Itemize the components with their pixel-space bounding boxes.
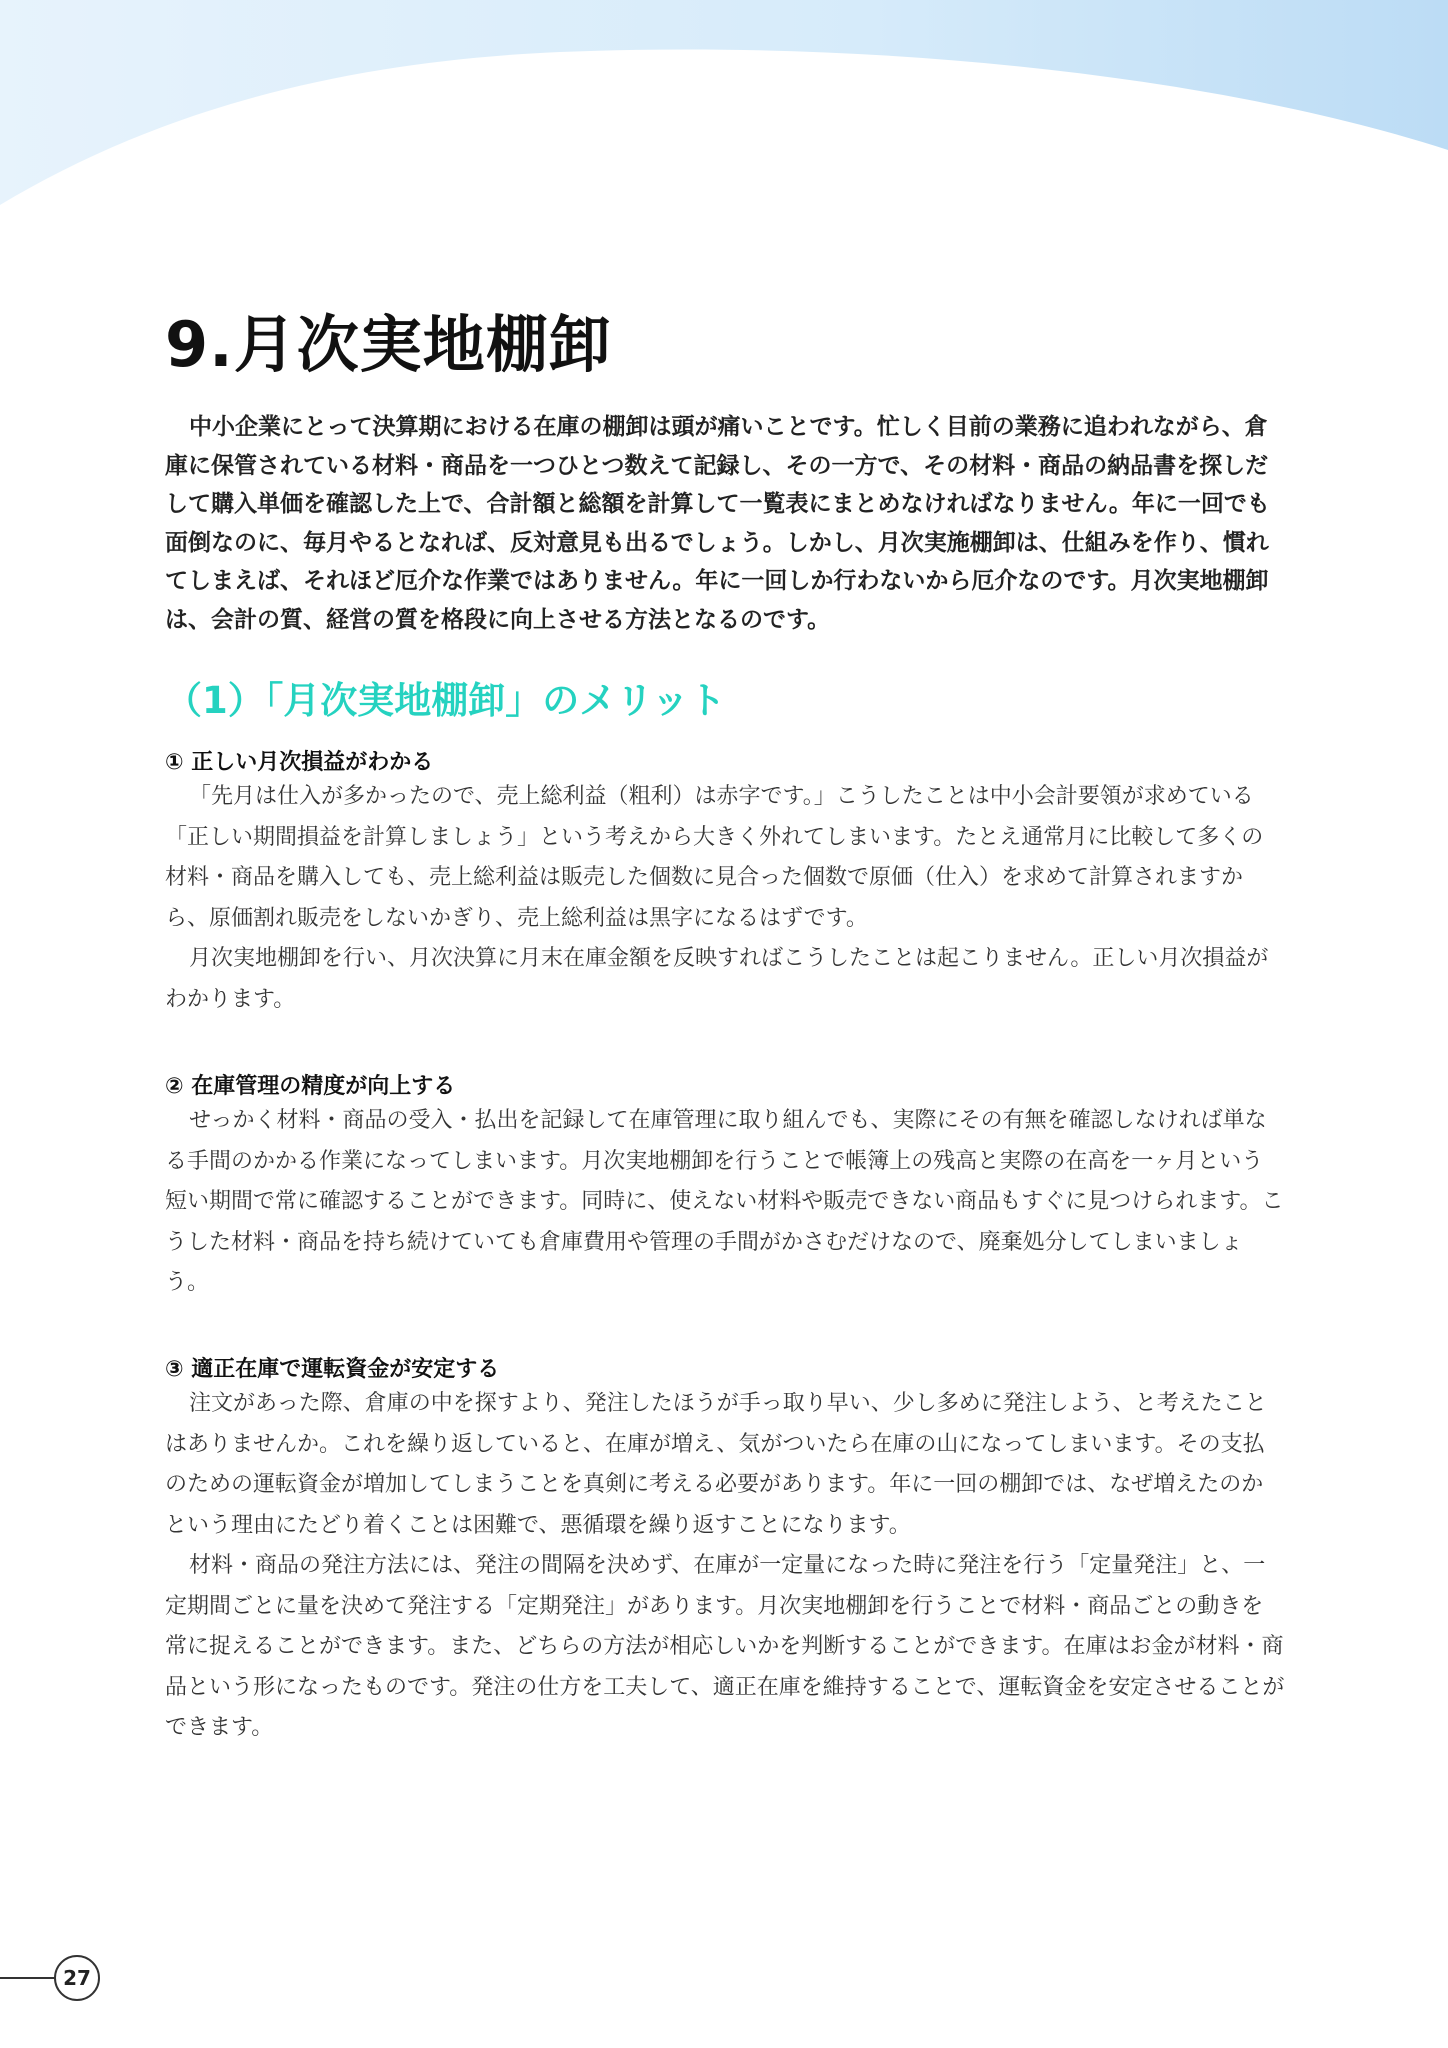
merit-heading-1: ① 正しい月次損益がわかる: [165, 750, 434, 775]
merit-1-paragraph-1: 「先月は仕入が多かったので、売上総利益（粗利）は赤字です。」こうしたことは中小会計要領が求めている「正しい期間損益を計算しましょう」という考えから大きく外れてしまいます。たとえ通常月に比較して多くの材料・商品を購入しても、売上総利益は販売した個数に見合った個数で原価（仕入）を求めて計算されますから、原価割れ販売をしないかぎり、売上総利益は黒字になるはずです。: [165, 784, 1264, 931]
merit-3-paragraph-1: 注文があった際、倉庫の中を探すより、発注したほうが手っ取り早い、少し多めに発注しよう、と考えたことはありませんか。これを繰り返していると、在庫が増え、気がついたら在庫の山になってしまいます。その支払のための運転資金が増加してしまうことを真剣に考える必要があります。年に一回の棚卸では、なぜ増えたのかという理由にたどり着くことは困難で、悪循環を繰り返すことになります。: [165, 1391, 1267, 1538]
merit-3-paragraph-2: 材料・商品の発注方法には、発注の間隔を決めず、在庫が一定量になった時に発注を行う「定量発注」と、一定期間ごとに量を決めて発注する「定期発注」があります。月次実地棚卸を行うことで材料・商品ごとの動きを常に捉えることができます。また、どちらの方法が相応しいかを判断することができます。在庫はお金が材料・商品という形になったものです。発注の仕方を工夫して、適正在庫を維持することで、運転資金を安定させることができます。: [165, 1553, 1285, 1740]
merit-heading-2: ② 在庫管理の精度が向上する: [165, 1074, 456, 1099]
page-number: 27: [54, 1955, 100, 2001]
page-title: 9.月次実地棚卸: [165, 308, 612, 381]
page-number-rule: [0, 1977, 56, 1979]
merit-heading-3: ③ 適正在庫で運転資金が安定する: [165, 1357, 500, 1382]
intro-paragraph: 中小企業にとって決算期における在庫の棚卸は頭が痛いことです。忙しく目前の業務に追われながら、倉庫に保管されている材料・商品を一つひとつ数えて記録し、その一方で、その材料・商品の納品書を探しだして購入単価を確認した上で、合計額と総額を計算して一覧表にまとめなければなりません。年に一回でも面倒なのに、毎月やるとなれば、反対意見も出るでしょう。しかし、月次実施棚卸は、仕組みを作り、慣れてしまえば、それほど厄介な作業ではありません。年に一回しか行わないから厄介なのです。月次実地棚卸は、会計の質、経営の質を格段に向上させる方法となるのです。: [165, 414, 1270, 633]
header-wave-decoration: [0, 0, 1448, 230]
merit-2-paragraph-1: せっかく材料・商品の受入・払出を記録して在庫管理に取り組んでも、実際にその有無を確認しなければ単なる手間のかかる作業になってしまいます。月次実地棚卸を行うことで帳簿上の残高と実際の在高を一ヶ月という短い期間で常に確認することができます。同時に、使えない材料や販売できない商品もすぐに見つけられます。こうした材料・商品を持ち続けていても倉庫費用や管理の手間がかさむだけなので、廃棄処分してしまいましょう。: [165, 1108, 1284, 1295]
section-heading: （1）「月次実地棚卸」のメリット: [165, 679, 726, 722]
merit-1-paragraph-2: 月次実地棚卸を行い、月次決算に月末在庫金額を反映すればこうしたことは起こりません。正しい月次損益がわかります。: [165, 946, 1269, 1012]
